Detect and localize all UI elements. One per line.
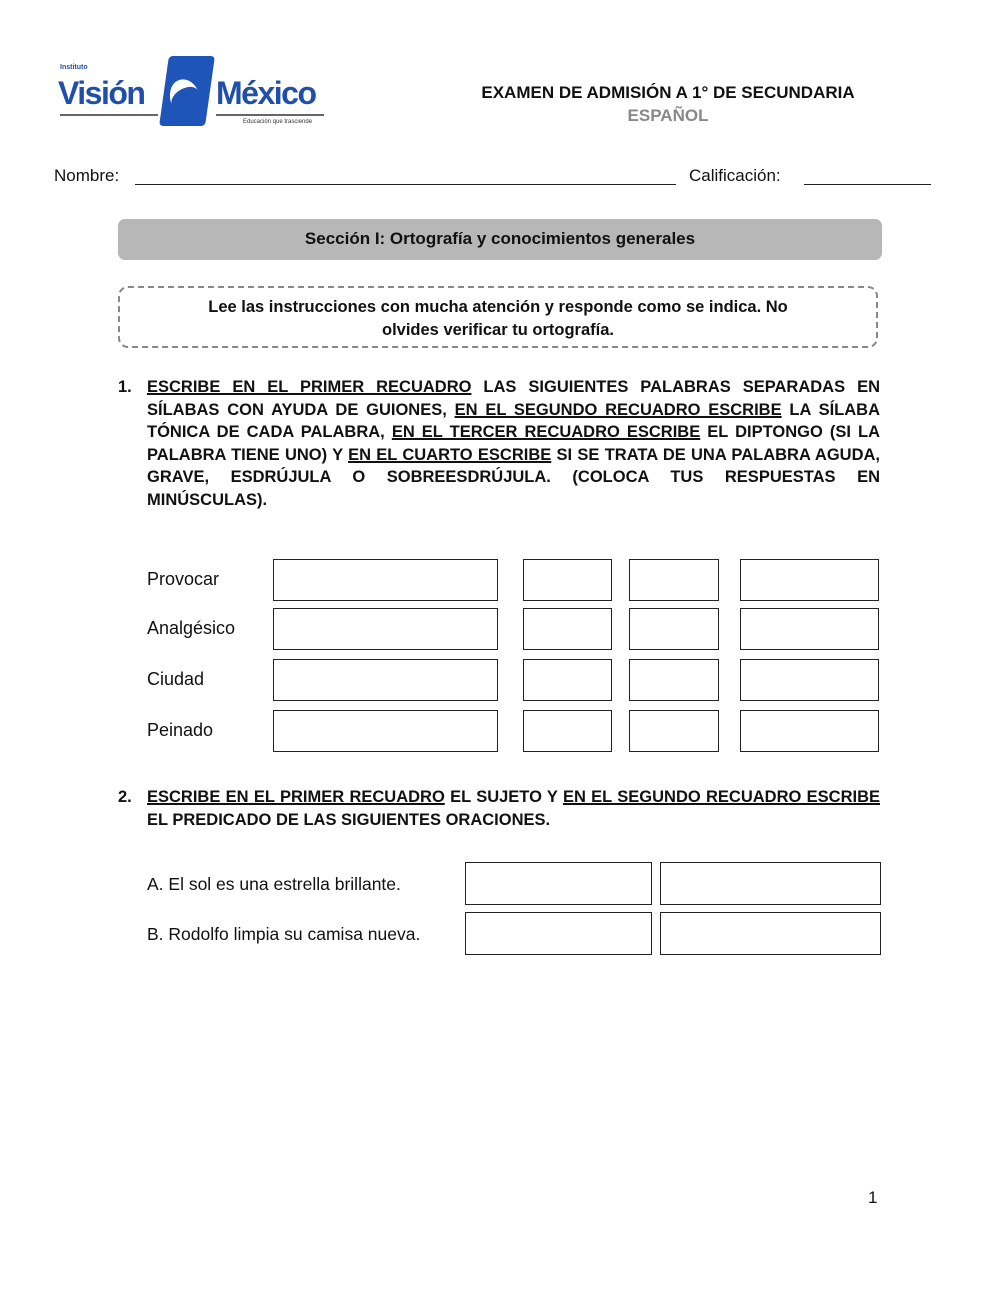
answer-box-1[interactable] [273,659,498,701]
page-number: 1 [868,1188,878,1207]
grade-label: Calificación: [689,166,781,185]
question-2 [118,786,880,831]
logo-tagline: Educación que trasciende [243,119,313,125]
section-title: Sección I: Ortografía y conocimientos generales [118,219,882,260]
question-2-text: ESCRIBE EN EL PRIMER RECUADRO EL SUJETO Y EN EL SEGUNDO RECUADRO ESCRIBE EL PREDICADO DE LAS SIGUIENTES ORACIONES. [147,788,880,829]
logo-rule [60,114,158,116]
logo-vision: Visión [58,75,145,111]
logo-mark-icon [159,56,215,126]
answer-box-4[interactable] [740,559,879,601]
answer-box-4[interactable] [740,710,879,752]
logo-mexico: México [216,75,316,111]
answer-box-3[interactable] [629,710,719,752]
word-label: Provocar [147,569,220,589]
answer-box-2[interactable] [523,559,612,601]
word-label: Ciudad [147,669,205,689]
instructions-line: Lee las instrucciones con mucha atención y responde como se indica. No [208,298,788,316]
word-label: Peinado [147,720,214,740]
instructions-box [118,286,878,348]
exam-title: EXAMEN DE ADMISIÓN A 1° DE SECUNDARIA [481,83,855,102]
answer-box-3[interactable] [629,659,719,701]
answer-box-3[interactable] [629,559,719,601]
sentence-label: B. Rodolfo limpia su camisa nueva. [147,924,421,944]
predicate-box[interactable] [660,912,881,955]
answer-box-1[interactable] [273,608,498,650]
name-field[interactable] [135,168,676,185]
grade-field[interactable] [804,168,931,185]
answer-box-2[interactable] [523,608,612,650]
question-number: 1. [118,378,132,396]
predicate-box[interactable] [660,862,881,905]
subject-box[interactable] [465,912,652,955]
logo-instituto: Instituto [60,64,88,71]
answer-box-2[interactable] [523,710,612,752]
word-label: Analgésico [147,618,236,638]
answer-box-1[interactable] [273,559,498,601]
question-1 [118,376,880,512]
instructions-line: olvides verificar tu ortografía. [382,321,614,339]
name-label: Nombre: [54,166,120,185]
answer-box-4[interactable] [740,659,879,701]
exam-subject: ESPAÑOL [627,106,709,125]
question-number: 2. [118,788,132,806]
subject-box[interactable] [465,862,652,905]
answer-box-4[interactable] [740,608,879,650]
answer-box-3[interactable] [629,608,719,650]
logo-rule [216,114,324,116]
question-1-text: ESCRIBE EN EL PRIMER RECUADRO LAS SIGUIENTES PALABRAS SEPARADAS EN SÍLABAS CON AYUDA DE GUIONES, EN EL SEGUNDO RECUADRO ESCRIBE LA SÍLABA TÓNICA DE CADA PALABRA, EN EL TERCER RECUADRO ESCRIBE EL DIPTONGO (SI LA PALABRA TIENE UNO) Y EN EL CUARTO ESCRIBE SI SE TRATA DE UNA PALABRA AGUDA, GRAVE, ESDRÚJULA O SOBREESDRÚJULA. (COLOCA TUS RESPUESTAS EN MINÚSCULAS). [147,378,880,509]
answer-box-1[interactable] [273,710,498,752]
answer-box-2[interactable] [523,659,612,701]
sentence-label: A. El sol es una estrella brillante. [147,874,401,894]
